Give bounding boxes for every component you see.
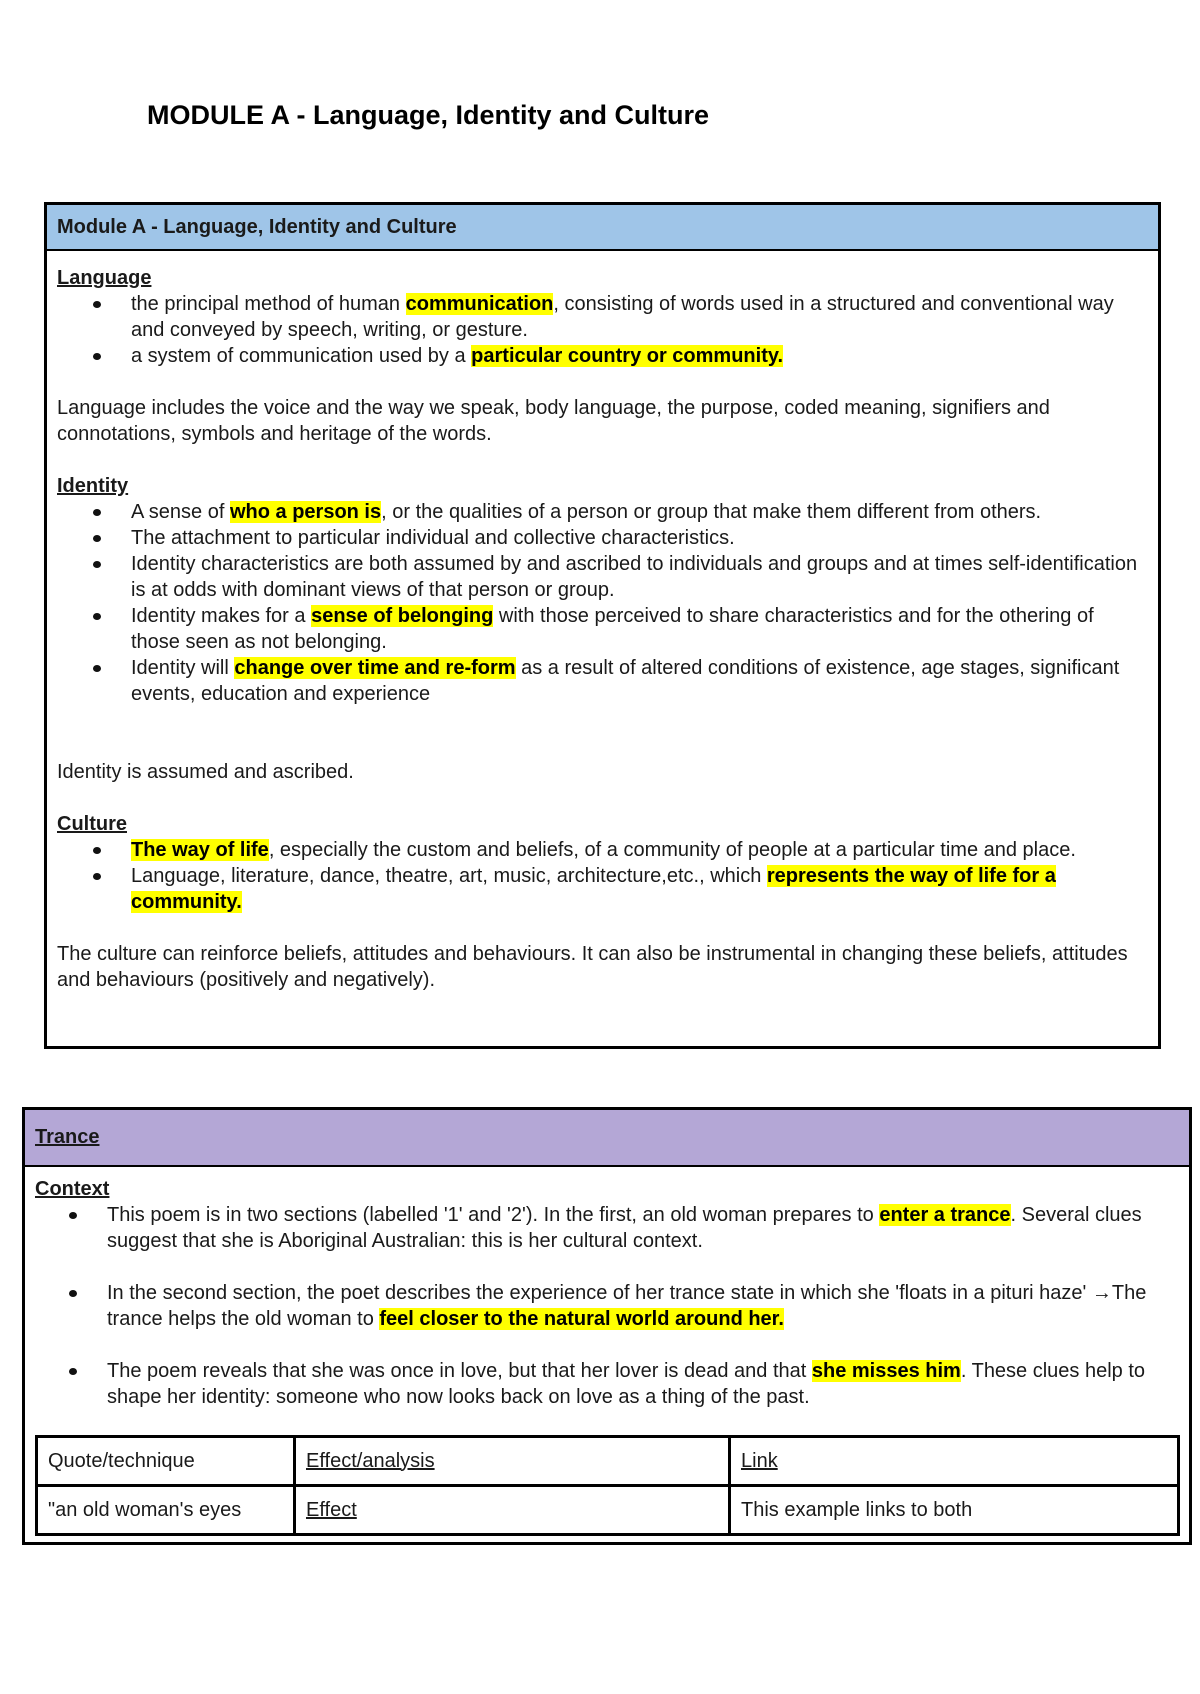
table-header-cell: Effect/analysis (295, 1437, 730, 1486)
table-cell: Effect (295, 1486, 730, 1535)
culture-heading: Culture (57, 813, 127, 835)
trance-box (22, 1107, 1192, 1545)
table-header-cell: Link (730, 1437, 1179, 1486)
trance-body (25, 1167, 1189, 1410)
list-item: The way of life, especially the custom and beliefs, of a community of people at a particular time and place. (131, 837, 1148, 863)
identity-heading: Identity (57, 475, 129, 497)
module-a-header: Module A - Language, Identity and Culture (47, 205, 1158, 251)
page-title: MODULE A - Language, Identity and Culture (147, 100, 710, 130)
list-item: The poem reveals that she was once in love, but that her lover is dead and that she misses him. These clues help to shape her identity: someone who now looks back on love as a thing of the past. (107, 1358, 1179, 1410)
list-item: A sense of who a person is, or the qualities of a person or group that make them different from others. (131, 499, 1148, 525)
quote-table (35, 1435, 1180, 1536)
trance-header: Trance (25, 1110, 1189, 1167)
table-header-cell: Quote/technique (37, 1437, 295, 1486)
culture-list (57, 837, 1148, 915)
list-item: This poem is in two sections (labelled '1' and '2'). In the first, an old woman prepares to enter a trance. Several clues suggest that she is Aboriginal Australian: this is her cultural context. (107, 1202, 1179, 1254)
context-heading: Context (35, 1178, 110, 1200)
module-a-body (47, 251, 1158, 993)
list-item: In the second section, the poet describes the experience of her trance state in which she 'floats in a pituri haze' →The trance helps the old woman to feel closer to the natural world around her. (107, 1280, 1179, 1332)
context-list-3 (35, 1358, 1179, 1410)
context-list-2 (35, 1280, 1179, 1332)
table-cell: "an old woman's eyes (37, 1486, 295, 1535)
context-list (35, 1202, 1179, 1254)
module-a-box (44, 202, 1161, 1049)
list-item: Identity makes for a sense of belonging with those perceived to share characteristics and for the othering of those seen as not belonging. (131, 603, 1148, 655)
table-cell: This example links to both (730, 1486, 1179, 1535)
identity-list (57, 499, 1148, 707)
list-item: Identity will change over time and re-form as a result of altered conditions of existence, age stages, significant events, education and experience (131, 655, 1148, 707)
language-list (57, 291, 1148, 369)
table-header-row (37, 1437, 1179, 1486)
list-item: a system of communication used by a particular country or community. (131, 343, 1148, 369)
list-item: the principal method of human communication, consisting of words used in a structured and conventional way and conveyed by speech, writing, or gesture. (131, 291, 1148, 343)
table-row (37, 1486, 1179, 1535)
language-heading: Language (57, 267, 152, 289)
language-paragraph: Language includes the voice and the way we speak, body language, the purpose, coded meaning, signifiers and connotations, symbols and heritage of the words. (57, 397, 1050, 445)
identity-paragraph: Identity is assumed and ascribed. (57, 761, 354, 783)
list-item: Language, literature, dance, theatre, art, music, architecture,etc., which represents the way of life for a community. (131, 863, 1148, 915)
culture-paragraph: The culture can reinforce beliefs, attitudes and behaviours. It can also be instrumental in changing these beliefs, attitudes and behaviours (positively and negatively). (57, 943, 1128, 991)
list-item: Identity characteristics are both assumed by and ascribed to individuals and groups and at times self-identification is at odds with dominant views of that person or group. (131, 551, 1148, 603)
list-item: The attachment to particular individual and collective characteristics. (131, 525, 1148, 551)
